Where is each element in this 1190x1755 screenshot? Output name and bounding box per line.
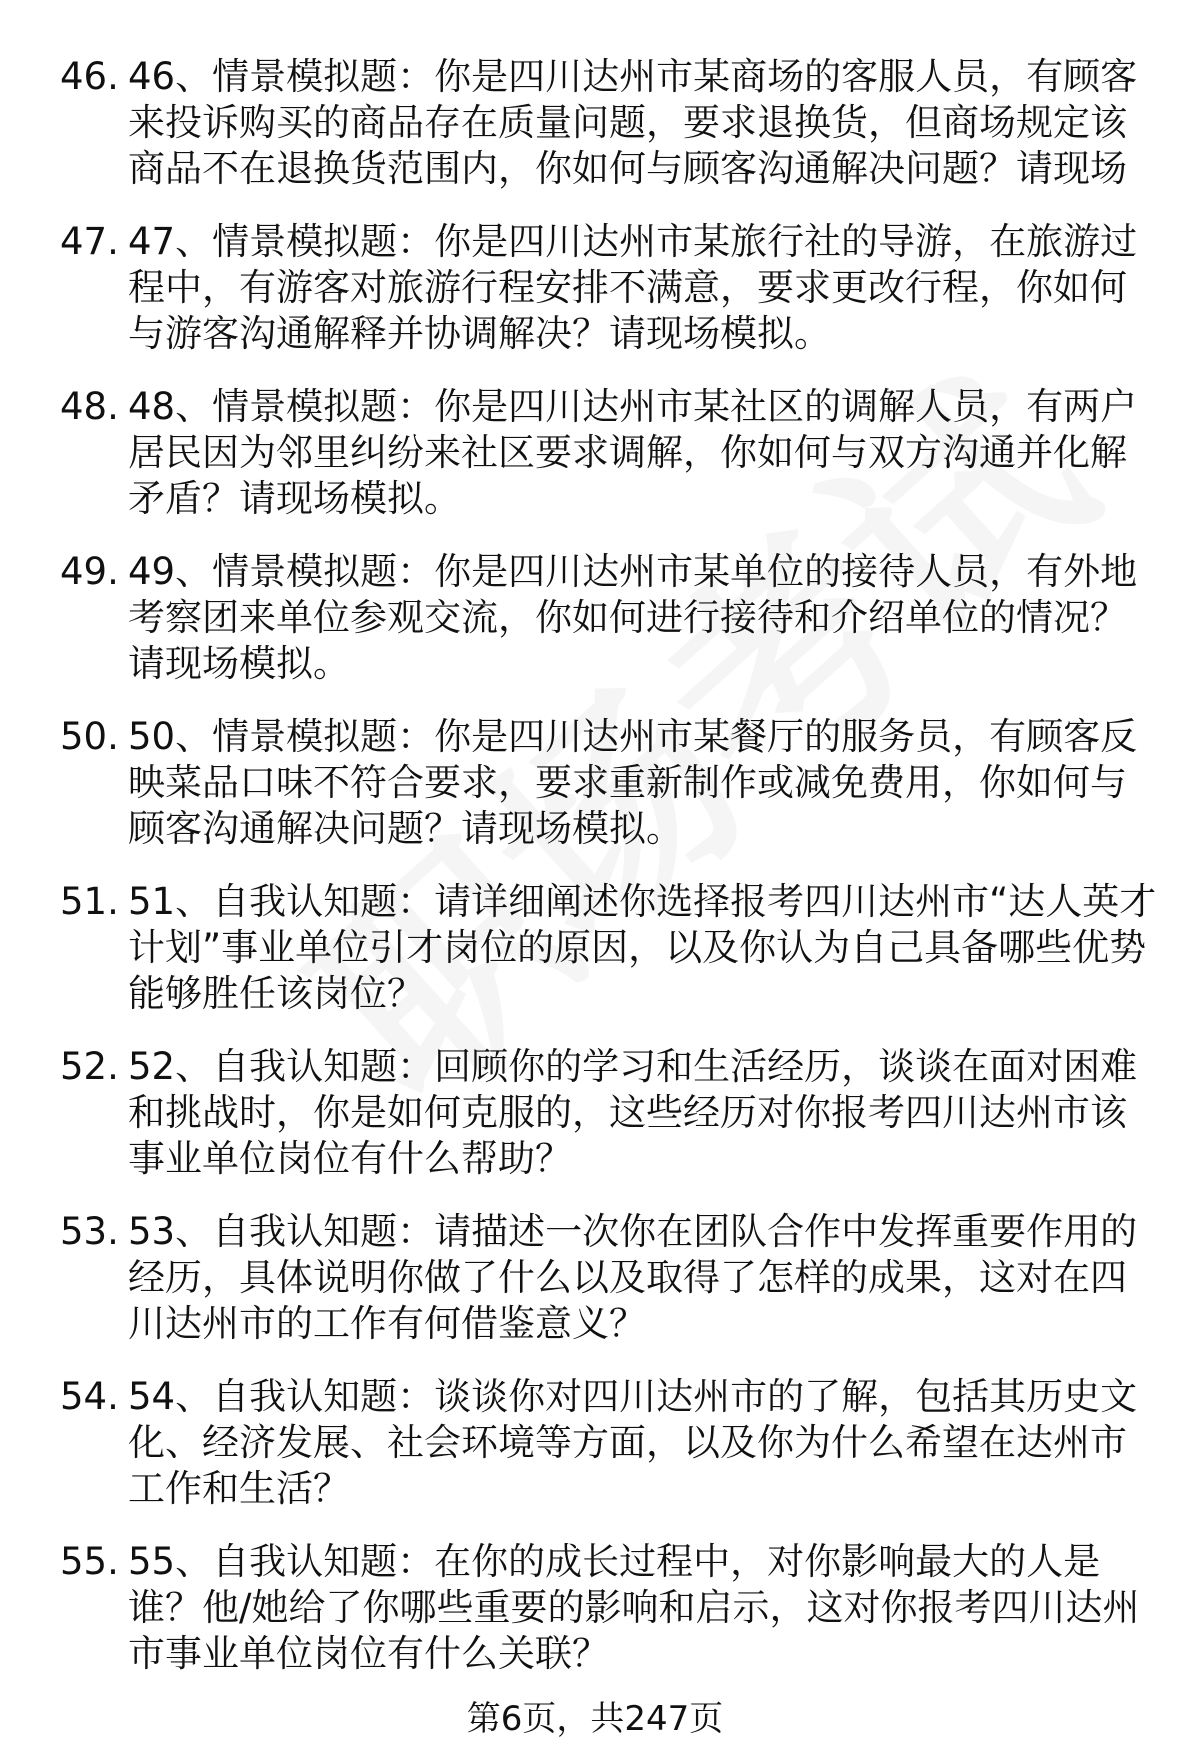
question-number: 52. xyxy=(60,1045,119,1088)
question-text: 46、情景模拟题：你是四川达州市某商场的客服人员，有顾客来投诉购买的商品存在质量问题，要求退换货，但商场规定该商品不在退换货范围内，你如何与顾客沟通解决问题？请现场 xyxy=(128,55,1138,190)
question-text: 54、自我认知题：谈谈你对四川达州市的了解，包括其历史文化、经济发展、社会环境等方面，以及你为什么希望在达州市工作和生活？ xyxy=(128,1375,1138,1510)
question-item xyxy=(60,54,1160,192)
question-text: 49、情景模拟题：你是四川达州市某单位的接待人员，有外地考察团来单位参观交流，你如何进行接待和介绍单位的情况？请现场模拟。 xyxy=(128,550,1138,685)
question-item xyxy=(60,219,1160,357)
question-number: 46. xyxy=(60,55,119,98)
question-number: 53. xyxy=(60,1210,119,1253)
question-item xyxy=(60,714,1160,852)
question-number: 47. xyxy=(60,220,119,263)
question-item xyxy=(60,879,1160,1017)
question-text: 55、自我认知题：在你的成长过程中，对你影响最大的人是谁？他/她给了你哪些重要的影响和启示，这对你报考四川达州市事业单位岗位有什么关联？ xyxy=(128,1540,1140,1675)
question-number: 54. xyxy=(60,1375,119,1418)
question-number: 49. xyxy=(60,550,119,593)
question-number: 55. xyxy=(60,1540,119,1583)
page-footer: 第6页，共247页 xyxy=(466,1699,724,1739)
question-text: 52、自我认知题：回顾你的学习和生活经历，谈谈在面对困难和挑战时，你是如何克服的，这些经历对你报考四川达州市该事业单位岗位有什么帮助？ xyxy=(128,1045,1138,1180)
question-item xyxy=(60,1374,1160,1512)
question-item xyxy=(60,1209,1160,1347)
question-list xyxy=(60,54,1160,1704)
question-item xyxy=(60,1044,1160,1182)
question-item xyxy=(60,384,1160,522)
question-text: 47、情景模拟题：你是四川达州市某旅行社的导游，在旅游过程中，有游客对旅游行程安排不满意，要求更改行程，你如何与游客沟通解释并协调解决？请现场模拟。 xyxy=(128,220,1138,355)
question-number: 48. xyxy=(60,385,119,428)
question-text: 48、情景模拟题：你是四川达州市某社区的调解人员，有两户居民因为邻里纠纷来社区要求调解，你如何与双方沟通并化解矛盾？请现场模拟。 xyxy=(128,385,1138,520)
question-item xyxy=(60,1539,1160,1677)
question-number: 50. xyxy=(60,715,119,758)
question-text: 50、情景模拟题：你是四川达州市某餐厅的服务员，有顾客反映菜品口味不符合要求，要求重新制作或减免费用，你如何与顾客沟通解决问题？请现场模拟。 xyxy=(128,715,1138,850)
question-item xyxy=(60,549,1160,687)
question-number: 51. xyxy=(60,880,119,923)
question-text: 51、自我认知题：请详细阐述你选择报考四川达州市“达人英才计划”事业单位引才岗位的原因，以及你认为自己具备哪些优势能够胜任该岗位？ xyxy=(128,880,1157,1015)
question-text: 53、自我认知题：请描述一次你在团队合作中发挥重要作用的经历，具体说明你做了什么以及取得了怎样的成果，这对在四川达州市的工作有何借鉴意义？ xyxy=(128,1210,1138,1345)
